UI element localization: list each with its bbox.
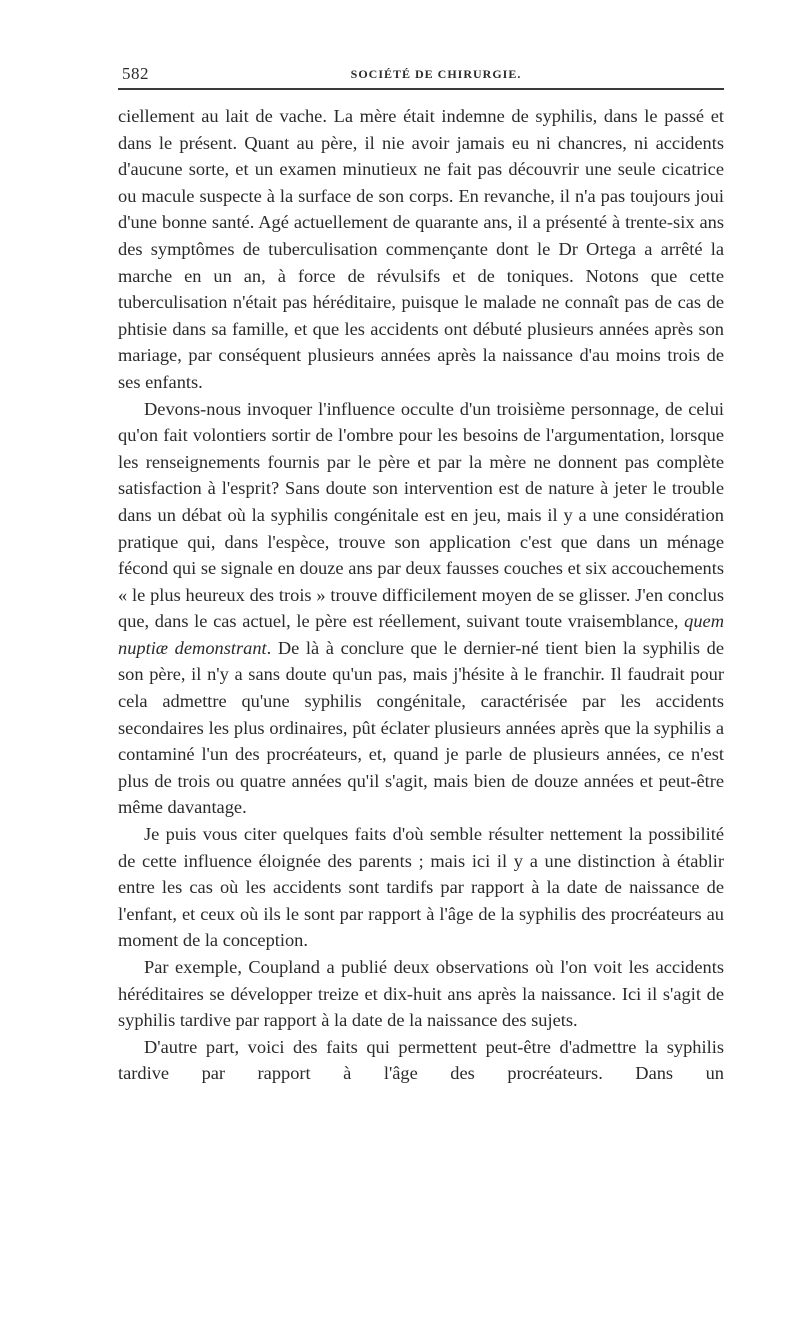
paragraph <box>118 396 724 822</box>
paragraph: Par exemple, Coupland a publié deux observations où l'on voit les accidents héréditaires se développer treize et dix-huit ans après la naissance. Ici il s'agit de syphilis tardive par rapport à la date de la naissance des sujets. <box>118 957 724 1031</box>
body-text <box>118 103 724 1087</box>
paragraph: Je puis vous citer quelques faits d'où semble résulter nettement la possibilité de cette influence éloignée des parents ; mais ici il y a une distinction à établir entre les cas où les accidents sont tardifs par rapport à la date de naissance de l'enfant, et ceux où ils le sont par rapport à l'âge de la syphilis des procréateurs au moment de la conception. <box>118 824 724 951</box>
latin-phrase: quem nuptiæ demonstrant <box>118 611 724 658</box>
paragraph-text: Devons-nous invoquer l'influence occulte d'un troisième personnage, de celui qu'on fait volontiers sortir de l'ombre pour les besoins de l'argumentation, lorsque les renseignements fournis par le père et par la mère ne donnent pas complète satisfaction à l'esprit? Sans doute son intervention est de nature à jeter le trouble dans un débat où la syphilis congénitale est en jeu, mais il y a une considération pratique qui, dans l'espèce, trouve son application c'est que dans un ménage fécond qui se signale en douze ans par deux fausses couches et six accouchements « le plus heureux des trois » trouve difficilement moyen de se glisser. J'en conclus que, dans le cas actuel, le père est réellement, suivant toute vraisemblance, <box>118 398 724 632</box>
paragraph: ciellement au lait de vache. La mère était indemne de syphilis, dans le passé et dans le présent. Quant au père, il nie avoir jamais eu ni chancres, ni accidents d'aucune sorte, et un examen minutieux ne fait pas découvrir une seule cicatrice ou macule suspecte à la surface de son corps. En revanche, il n'a pas toujours joui d'une bonne santé. Agé actuellement de quarante ans, il a présenté à trente-six ans des symptômes de tuberculisation commençante dont le Dr Ortega a arrêté la marche en un an, à force de révulsifs et de toniques. Notons que cette tuberculisation n'était pas héréditaire, puisque le malade ne connaît pas de cas de phtisie dans sa famille, et que les accidents ont débuté plusieurs années après son mariage, par conséquent plusieurs années après la naissance d'au moins trois de ses enfants. <box>118 106 724 392</box>
running-title: SOCIÉTÉ DE CHIRURGIE. <box>350 67 522 81</box>
paragraph: D'autre part, voici des faits qui permettent peut-être d'admettre la syphilis tardive par rapport à l'âge des procréateurs. Dans un <box>118 1036 724 1084</box>
page-number: 582 <box>122 64 149 83</box>
paragraph-text: . De là à conclure que le dernier-né tient bien la syphilis de son père, il n'y a sans doute qu'un pas, mais j'hésite à le franchir. Il faudrait pour cela admettre qu'une syphilis congénitale, caractérisée par les accidents secondaires les plus ordinaires, pût éclater plusieurs années après que la syphilis a contaminé l'un des procréateurs, et, quand je parle de plusieurs années, ce n'est plus de trois ou quatre années qu'il s'agit, mais bien de douze années et peut-être même davantage. <box>118 637 724 818</box>
book-page <box>118 58 724 1087</box>
page-header <box>118 58 724 90</box>
